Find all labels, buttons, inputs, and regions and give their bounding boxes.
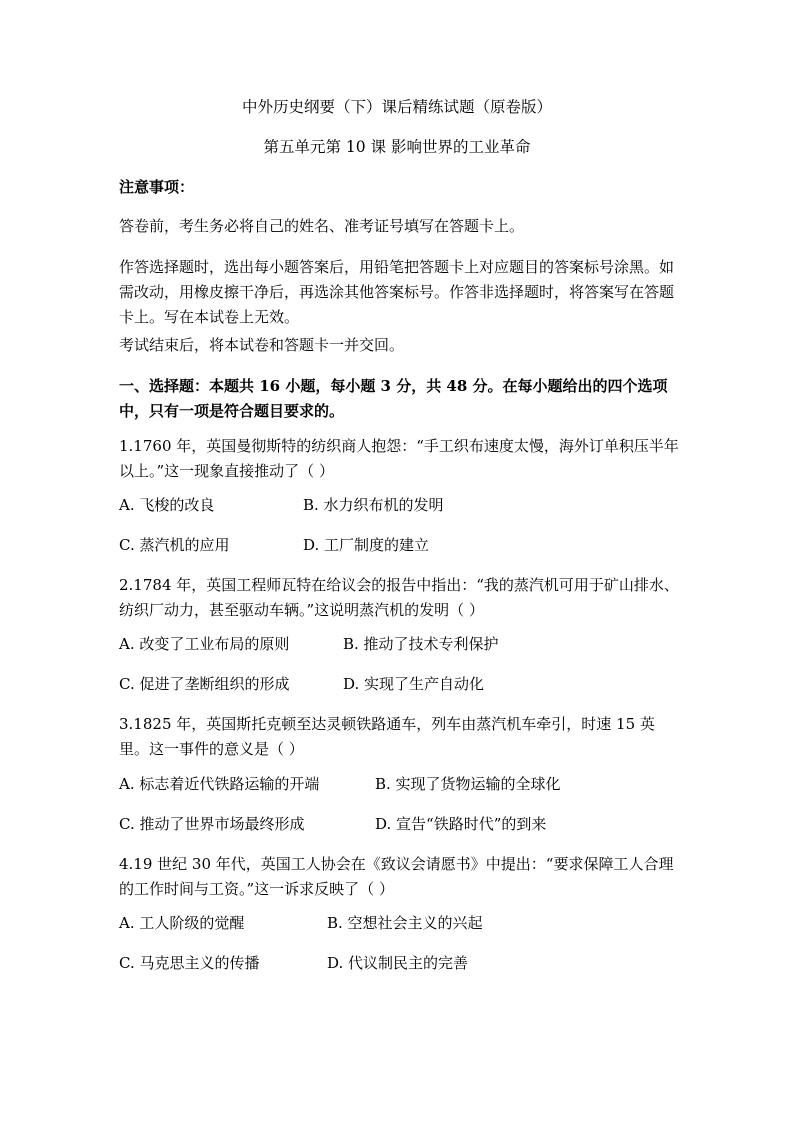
notice-2: 作答选择题时，选出每小题答案后，用铅笔把答题卡上对应题目的答案标号涂黑。如需改动，用橡皮擦干净后，再选涂其他答案标号。作答非选择题时，将答案写在答题卡上。写在本试卷上无效。 bbox=[119, 258, 675, 326]
question-1-stem: 1.1760 年，英国曼彻斯特的纺织商人抱怨：“手工织布速度太慢，海外订单积压半年以上。”这一现象直接推动了（ ） bbox=[119, 437, 679, 480]
question-1-option-b: B. 水力织布机的发明 bbox=[303, 496, 444, 514]
question-2-stem: 2.1784 年，英国工程师瓦特在给议会的报告中指出：“我的蒸汽机可用于矿山排水、纺织厂动力，甚至驱动车辆。”这说明蒸汽机的发明（ ） bbox=[119, 576, 679, 619]
question-4-stem: 4.19 世纪 30 年代，英国工人协会在《致议会请愿书》中提出：“要求保障工人合理的工作时间与工资。”这一诉求反映了（ ） bbox=[119, 855, 674, 898]
question-4-option-c: C. 马克思主义的传播 bbox=[119, 954, 260, 972]
question-2-option-d: D. 实现了生产自动化 bbox=[343, 675, 485, 693]
question-2-option-a: A. 改变了工业布局的原则 bbox=[119, 635, 290, 653]
question-3-option-c: C. 推动了世界市场最终形成 bbox=[119, 815, 305, 833]
question-3-option-a: A. 标志着近代铁路运输的开端 bbox=[119, 775, 320, 793]
document-title: 中外历史纲要（下）课后精练试题（原卷版） bbox=[241, 98, 552, 116]
question-3-option-d: D. 宣告“铁路时代”的到来 bbox=[375, 815, 547, 833]
notice-1: 答卷前，考生务必将自己的姓名、准考证号填写在答题卡上。 bbox=[119, 217, 525, 235]
question-2-option-c: C. 促进了垄断组织的形成 bbox=[119, 675, 290, 693]
question-2-option-b: B. 推动了技术专利保护 bbox=[343, 635, 499, 653]
question-4-option-b: B. 空想社会主义的兴起 bbox=[327, 914, 483, 932]
question-3-option-b: B. 实现了货物运输的全球化 bbox=[375, 775, 561, 793]
question-1-option-c: C. 蒸汽机的应用 bbox=[119, 536, 230, 554]
question-3-stem: 3.1825 年，英国斯托克顿至达灵顿铁路通车，列车由蒸汽机车牵引，时速 15 英里。这一事件的意义是（ ） bbox=[119, 715, 655, 758]
section-heading: 一、选择题：本题共 16 小题，每小题 3 分，共 48 分。在每小题给出的四个选项中，只有一项是符合题目要求的。 bbox=[119, 377, 668, 420]
question-1-option-a: A. 飞梭的改良 bbox=[119, 496, 215, 514]
question-1-option-d: D. 工厂制度的建立 bbox=[303, 536, 430, 554]
notice-heading: 注意事项： bbox=[119, 178, 195, 196]
question-4-option-a: A. 工人阶级的觉醒 bbox=[119, 914, 245, 932]
document-subtitle: 第五单元第 10 课 影响世界的工业革命 bbox=[263, 138, 531, 156]
notice-3: 考试结束后，将本试卷和答题卡一并交回。 bbox=[119, 336, 405, 354]
question-4-option-d: D. 代议制民主的完善 bbox=[327, 954, 469, 972]
